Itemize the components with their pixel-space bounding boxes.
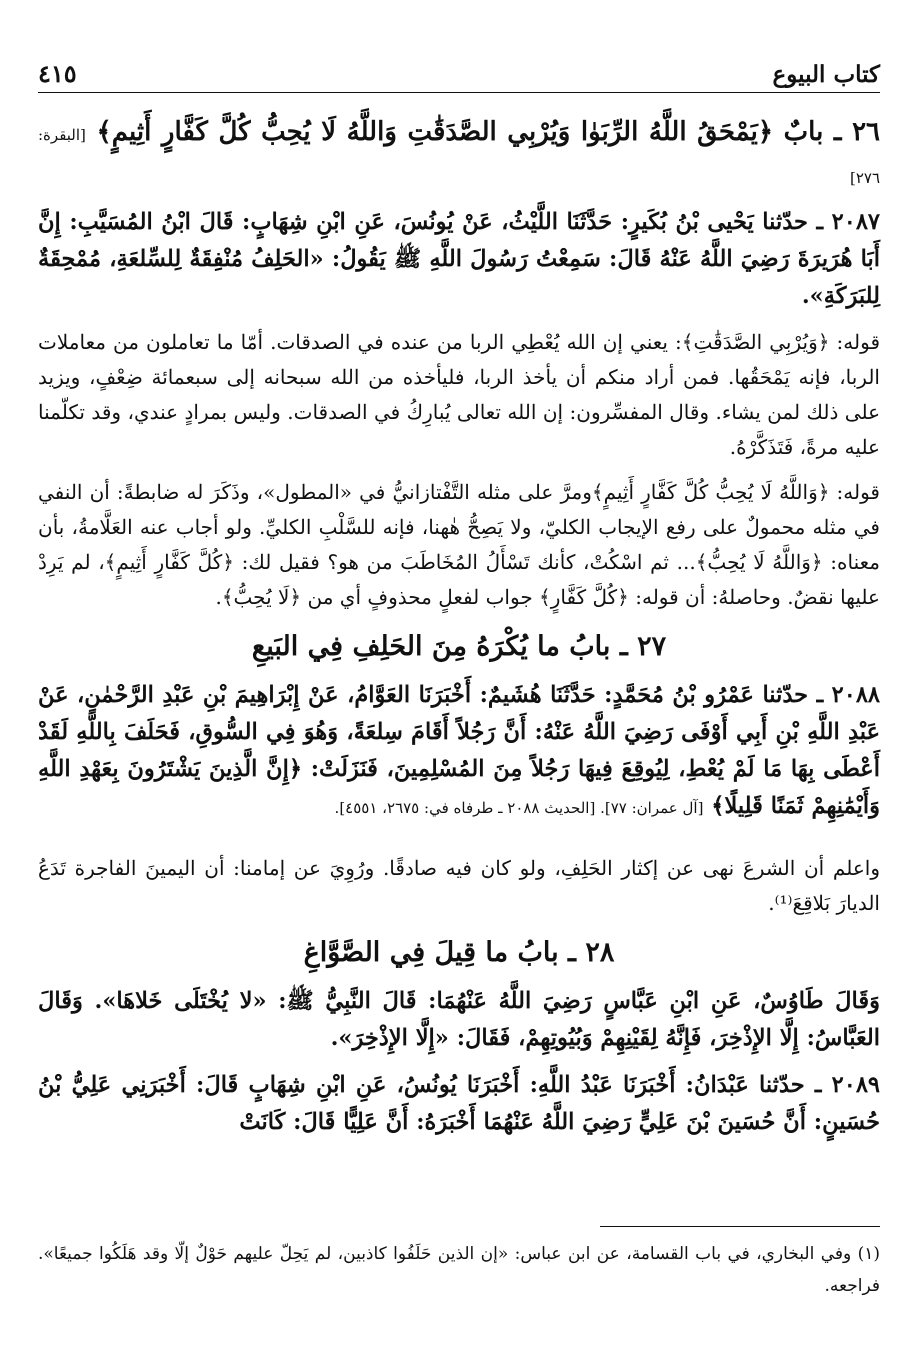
hadith-2088-ref: [آل عمران: ٧٧]. [الحديث ٢٠٨٨ ـ طرفاه في: ٢٦٧٥، ٤٥٥١].	[334, 799, 704, 817]
bab-27-title: ٢٧ ـ بابُ ما يُكْرَهُ مِنَ الحَلِفِ فِي البَيعِ	[251, 631, 667, 662]
hadith-2088	[38, 677, 880, 827]
commentary-paragraph-1: قوله: ﴿وَيُرْبِي الصَّدَقَٰتِ﴾: يعني إن الله يُعْطِي الربا من عنده في الصدقات. أمّا ما تعاملون من معاملات الربا، فإنه يَمْحَقُها. فمن أراد منكم أن يأخذ الربا، فليأخذه من الله سبحانه إلى سبعمائة ضِعْفٍ، ويزيد على ذلك لمن يشاء. وقال المفسِّرون: إن الله تعالى يُبارِكُ في الصدقات. وليس بمرادٍ عندي، وقد تكلّمنا عليه مرةً، فَتَذَكَّرْهُ.	[38, 330, 880, 459]
commentary-paragraph-2: قوله: ﴿وَاللَّهُ لَا يُحِبُّ كُلَّ كَفَّارٍ أَثِيمٍ﴾ومرَّ على مثله التَّفْتازانيُّ في «المطول»، وذَكَرَ له ضابطةً: أن النفي في مثله محمولٌ على رفع الإيجاب الكليّ، ولا يَصِحُّ هٰهنا، فإنه للسَّلْبِ الكليِّ. ولو أجاب عنه العَلَّامةُ، بأن معناه: ﴿وَاللَّهُ لَا يُحِبُّ﴾... ثم اسْكُتْ، كأنك تَسْأَلُ المُخَاطَبَ من هو؟ فقيل لك: ﴿كُلَّ كَفَّارٍ أَثِيمٍ﴾، لم يَرِدْ عليها نقضٌ. وحاصلهُ: أن قوله: ﴿كُلَّ كَفَّارٍ﴾ جواب لفعلٍ محذوفٍ أي من ﴿لَا يُحِبُّ﴾.	[38, 480, 880, 609]
page-body	[38, 112, 880, 1151]
page-number: ٤١٥	[38, 59, 77, 88]
footnote: (١) وفي البخاري، في باب القسامة، عن ابن عباس: «إن الذين حَلَفُوا كاذبين، لم يَحِلّ عليهم حَوْلٌ إلّا وقد هَلَكُوا جميعًا». فراجعه.	[38, 1244, 880, 1296]
bab-28-intro: وَقَالَ طَاوُسٌ، عَنِ ابْنِ عَبَّاسٍ رَضِيَ اللَّهُ عَنْهُمَا: قَالَ النَّبِيُّ ﷺ: «لا يُخْتَلَى خَلاهَا». وَقَالَ العَبَّاسُ: إِلَّا الإِذْخِرَ، فَإِنَّهُ لِقَيْنِهِمْ وَبُيُوتِهِمْ، فَقَالَ: «إِلَّا الإِذْخِرَ».	[38, 988, 880, 1051]
footnote-divider	[600, 1226, 880, 1227]
hadith-2089: ٢٠٨٩ ـ حدّثنا عَبْدَانُ: أَخْبَرَنَا عَبْدُ اللَّهِ: أَخْبَرَنَا يُونُسُ، عَنِ ابْنِ شِهَابٍ قَالَ: أَخْبَرَنِي عَلِيُّ بْنُ حُسَينٍ: أَنَّ حُسَينَ بْنَ عَلِيٍّ رَضِيَ اللَّهُ عَنْهُمَا أَخْبَرَهُ: أَنَّ عَلِيًّا قَالَ: كَانَتْ	[38, 1072, 880, 1135]
book-title: كتاب البيوع	[772, 61, 880, 88]
bab-28-title: ٢٨ ـ بابُ ما قِيلَ فِي الصَّوَّاغِ	[303, 937, 615, 968]
hadith-2088-text: ٢٠٨٨ ـ حدّثنا عَمْرُو بْنُ مُحَمَّدٍ: حَدَّثَنَا هُشَيمٌ: أَخْبَرَنَا العَوَّامُ، عَنْ إِبْرَاهِيمَ بْنِ عَبْدِ الرَّحْمٰنِ، عَنْ عَبْدِ اللَّهِ بْنِ أَبِي أَوْفَى رَضِيَ اللَّهُ عَنْهُ: أَنَّ رَجُلاً أَقَامَ سِلعَةً، وَهُوَ فِي السُّوقِ، فَحَلَفَ بِاللَّهِ لَقَدْ أَعْطَى بِهَا مَا لَمْ يُعْطِ، لِيُوقِعَ فِيهَا رَجُلاً مِنَ المُسْلِمِينَ، فَنَزَلَتْ: ﴿إِنَّ الَّذِينَ يَشْتَرُونَ بِعَهْدِ اللَّهِ وَأَيْمَٰنِهِمْ ثَمَنًا قَلِيلًا﴾	[38, 682, 880, 819]
hadith-2087: ٢٠٨٧ ـ حدّثنا يَحْيى بْنُ بُكَيرٍ: حَدَّثَنَا اللَّيْثُ، عَنْ يُونُسَ، عَنِ ابْنِ شِهَابٍ: قَالَ ابْنُ المُسَيَّبِ: إِنَّ أَبَا هُرَيرَةَ رَضِيَ اللَّهُ عَنْهُ قَالَ: سَمِعْتُ رَسُولَ اللَّهِ ﷺ يَقُولُ: «الحَلِفُ مُنْفِقَةٌ لِلسِّلعَةِ، مُمْحِقَةٌ لِلبَرَكَةِ».	[38, 209, 880, 309]
bab-26-quran-ref: [البقرة: ٢٧٦]	[38, 126, 880, 187]
page-header	[38, 52, 880, 93]
bab-26-heading	[38, 112, 880, 198]
spacer	[38, 837, 880, 851]
bab-26-heading-text: ٢٦ ـ بابٌ ﴿يَمْحَقُ اللَّهُ الرِّبَوٰا وَيُرْبِي الصَّدَقَٰتِ وَاللَّهُ لَا يُحِبُّ كُلَّ كَفَّارٍ أَثِيمٍ﴾	[96, 117, 880, 147]
commentary-paragraph-3: واعلم أن الشرعَ نهى عن إكثار الحَلِفِ، ولو كان فيه صادقًا. ورُوِيَ عن إمامنا: أن اليمينَ الفاجرة تَدَعُ الديارَ بَلاقِعَ⁽¹⁾.	[38, 856, 880, 915]
